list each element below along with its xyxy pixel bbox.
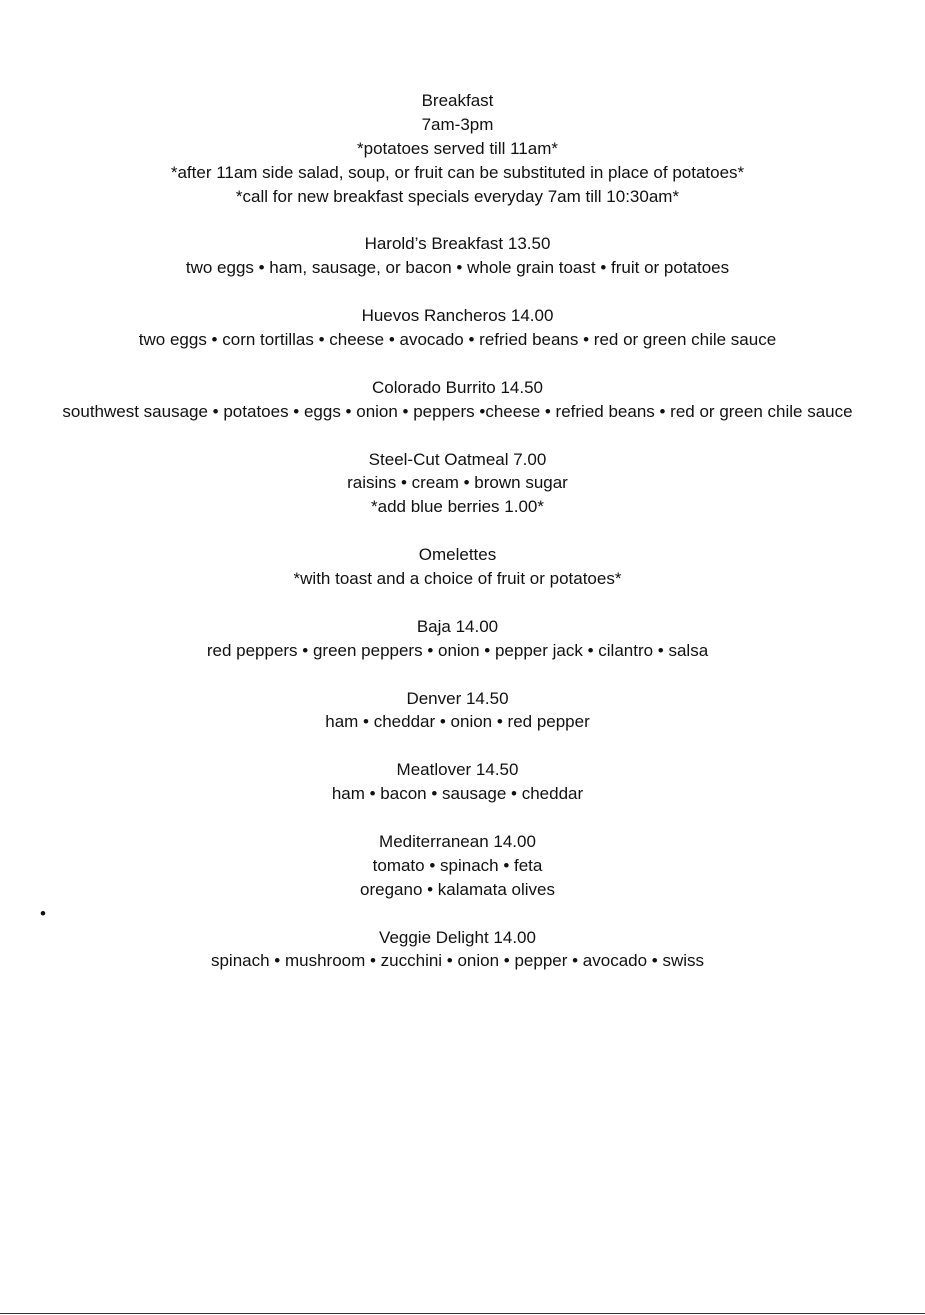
menu-item-name: Colorado Burrito 14.50 — [371, 377, 544, 397]
omelettes-header — [0, 543, 915, 591]
menu-item-veggie-delight — [0, 926, 915, 974]
menu-item-description: oregano • kalamata olives — [360, 879, 555, 899]
menu-item-description: two eggs • ham, sausage, or bacon • whole grain toast • fruit or potatoes — [185, 258, 730, 278]
menu-note: *call for new breakfast specials everyday 7am till 10:30am* — [235, 186, 680, 206]
breakfast-menu — [0, 89, 915, 973]
menu-item-name: Veggie Delight 14.00 — [379, 927, 536, 947]
section-title: Omelettes — [418, 545, 497, 565]
menu-item-description: ham • bacon • sausage • cheddar — [331, 784, 584, 804]
menu-item-note: *add blue berries 1.00* — [371, 497, 544, 517]
menu-item-colorado-burrito — [0, 376, 915, 424]
menu-hours: 7am-3pm — [421, 114, 494, 134]
menu-item-name: Mediterranean 14.00 — [379, 831, 536, 851]
menu-item-description: tomato • spinach • feta — [372, 855, 543, 875]
menu-item-harolds-breakfast — [0, 232, 915, 280]
menu-item-baja — [0, 615, 915, 663]
menu-item-name: Denver 14.50 — [406, 688, 509, 708]
menu-header — [0, 89, 915, 209]
menu-item-name: Baja 14.00 — [416, 616, 499, 636]
menu-item-huevos-rancheros — [0, 304, 915, 352]
menu-item-name: Harold’s Breakfast 13.50 — [364, 234, 551, 254]
menu-title: Breakfast — [421, 91, 494, 110]
page-bottom-divider — [0, 1313, 925, 1314]
menu-item-description: raisins • cream • brown sugar — [347, 473, 568, 493]
menu-item-description: two eggs • corn tortillas • cheese • avocado • refried beans • red or green chile sauce — [138, 330, 777, 350]
menu-item-name: Meatlover 14.50 — [396, 760, 519, 780]
menu-note: *potatoes served till 11am* — [357, 138, 558, 158]
menu-item-mediterranean — [0, 830, 915, 902]
menu-item-description: red peppers • green peppers • onion • pepper jack • cilantro • salsa — [206, 640, 709, 660]
menu-item-steel-cut-oatmeal — [0, 448, 915, 520]
menu-item-name: Huevos Rancheros 14.00 — [361, 306, 554, 326]
section-note: *with toast and a choice of fruit or potatoes* — [293, 569, 622, 589]
menu-item-meatlover — [0, 758, 915, 806]
stray-bullet: • — [40, 904, 46, 923]
menu-item-description: spinach • mushroom • zucchini • onion • pepper • avocado • swiss — [210, 951, 705, 971]
menu-item-description: southwest sausage • potatoes • eggs • onion • peppers •cheese • refried beans • red or green chile sauce — [62, 401, 853, 421]
menu-item-name: Steel-Cut Oatmeal 7.00 — [368, 449, 547, 469]
menu-note: *after 11am side salad, soup, or fruit can be substituted in place of potatoes* — [170, 162, 745, 182]
menu-item-description: ham • cheddar • onion • red pepper — [325, 712, 590, 732]
menu-item-denver — [0, 687, 915, 735]
